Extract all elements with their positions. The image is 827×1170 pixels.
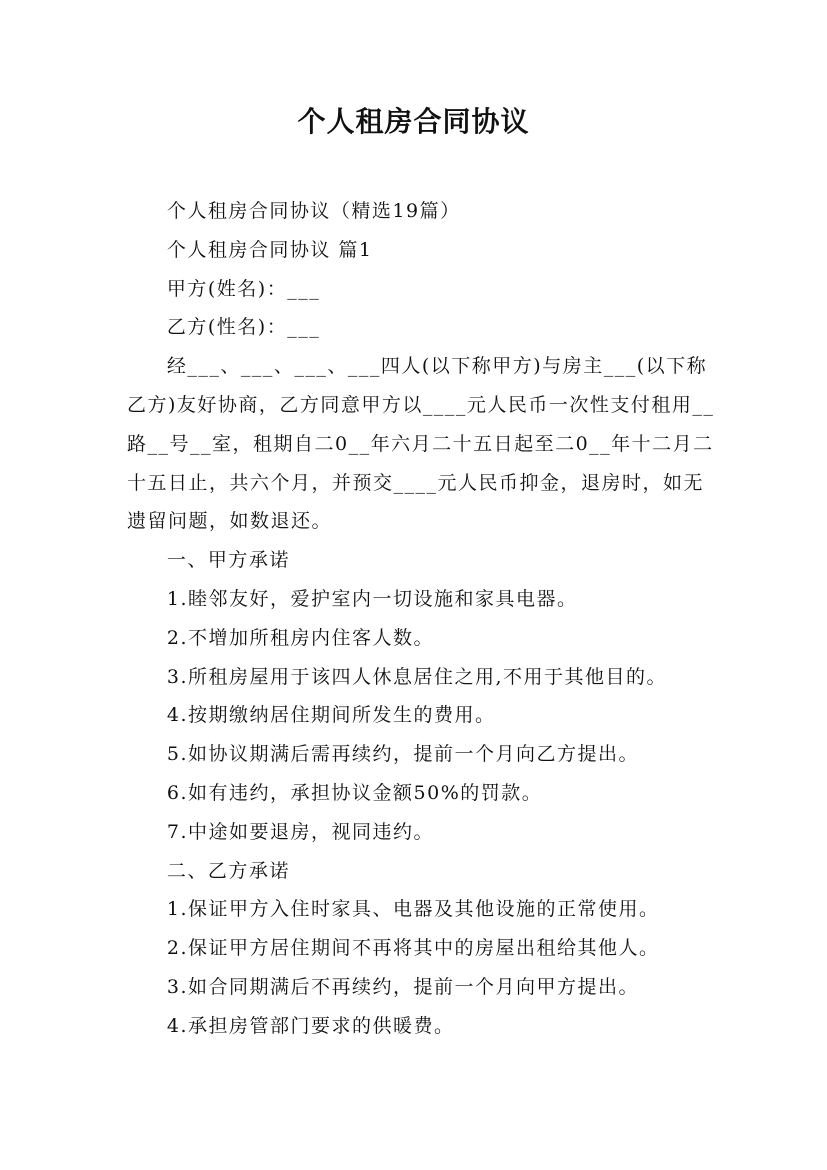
document-title: 个人租房合同协议 — [297, 105, 530, 138]
paragraph-party-b-commitments-heading: 二、乙方承诺 — [166, 859, 290, 882]
paragraph-party-a: 甲方(姓名)：___ — [166, 277, 321, 300]
document-body — [127, 192, 717, 1046]
paragraph-party-b-item-1: 1.保证甲方入住时家具、电器及其他设施的正常使用。 — [166, 898, 660, 921]
paragraph-party-a-commitments-heading: 一、甲方承诺 — [166, 549, 290, 572]
paragraph-party-a-item-6: 6.如有违约，承担协议金额50%的罚款。 — [166, 781, 543, 804]
paragraph-party-a-item-2: 2.不增加所租房内住客人数。 — [166, 626, 435, 649]
paragraph-agreement-body: 经___、___、___、___四人(以下称甲方)与房主___(以下称乙方)友好协商，乙方同意甲方以____元人民币一次性支付租用__路__号__室，租期自二0__年六月二十五日起至二0__年十二月二十五日止，共六个月，并预交____元人民币抑金，退房时，如无遗留问题，如数退还。 — [127, 355, 715, 533]
paragraph-party-a-item-1: 1.睦邻友好，爱护室内一切设施和家具电器。 — [166, 587, 578, 610]
paragraph-subtitle: 个人租房合同协议（精选19篇） — [166, 200, 461, 222]
paragraph-party-b-item-3: 3.如合同期满后不再续约，提前一个月向甲方提出。 — [166, 975, 640, 998]
paragraph-party-a-item-7: 7.中途如要退房，视同违约。 — [166, 820, 435, 843]
paragraph-party-a-item-3: 3.所租房屋用于该四人休息居住之用,不用于其他目的。 — [166, 665, 668, 688]
paragraph-party-a-item-5: 5.如协议期满后需再续约，提前一个月向乙方提出。 — [166, 743, 640, 766]
paragraph-party-b: 乙方(性名)：___ — [166, 316, 321, 339]
paragraph-party-b-item-4: 4.承担房管部门要求的供暖费。 — [166, 1014, 455, 1037]
paragraph-party-a-item-4: 4.按期缴纳居住期间所发生的费用。 — [166, 704, 496, 727]
paragraph-section-heading: 个人租房合同协议 篇1 — [166, 238, 373, 261]
paragraph-party-b-item-2: 2.保证甲方居住期间不再将其中的房屋出租给其他人。 — [166, 937, 660, 960]
